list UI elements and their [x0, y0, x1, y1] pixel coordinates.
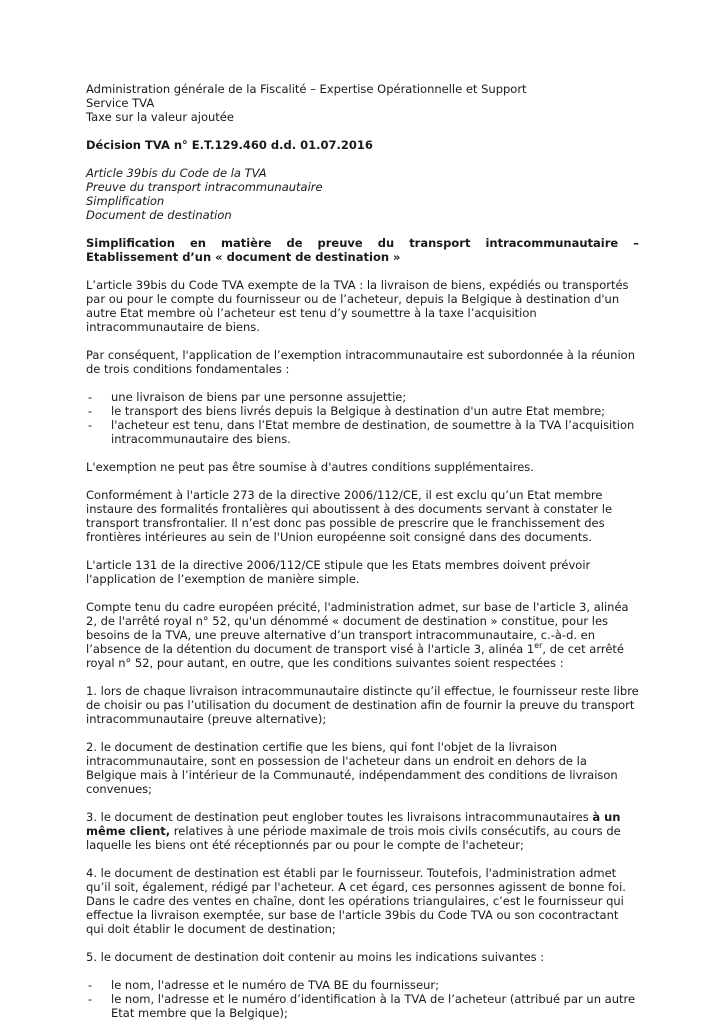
numbered-item: 2. le document de destination certifie que les biens, qui font l'objet de la livraison intracommunautaire, sont en possession de l'acheteur dans un endroit en dehors de la Belgique mais à l’intérieur de la Communauté, indépendamment des conditions de livraison convenues; — [86, 740, 618, 796]
keyword: Simplification — [86, 194, 165, 208]
emphasis-text: à un même client, — [86, 810, 621, 838]
keyword: Document de destination — [86, 208, 232, 222]
list-item: - l'acheteur est tenu, dans l’Etat membre de destination, de soumettre à la TVA l’acquisition intracommunautaire des biens. — [86, 418, 639, 446]
item-text: 3. le document de destination peut englober toutes les livraisons intracommunautaires — [86, 810, 593, 824]
keywords — [86, 166, 639, 222]
item-text: relatives à une période maximale de trois mois civils consécutifs, au cours de laquelle les biens ont été réceptionnés par ou pour le compte de l'acheteur; — [86, 824, 621, 852]
paragraph: L’article 39bis du Code TVA exempte de la TVA : la livraison de biens, expédiés ou transportés par ou pour le compte du fournisseur ou de l’acheteur, depuis la Belgique à destination d'un autre Etat membre où l’acheteur est tenu d’y soumettre à la taxe l’acquisition intracommunautaire de biens. — [86, 278, 629, 334]
paragraph: L'article 131 de la directive 2006/112/CE stipule que les Etats membres doivent prévoir l'application de l’exemption de manière simple. — [86, 558, 591, 586]
conditions-list — [86, 390, 639, 446]
superscript: er — [534, 641, 543, 651]
tax-line: Taxe sur la valeur ajoutée — [86, 110, 234, 124]
numbered-item: 5. le document de destination doit contenir au moins les indications suivantes : — [86, 950, 545, 964]
list-item: - le transport des biens livrés depuis la Belgique à destination d'un autre Etat membre; — [86, 404, 639, 418]
list-item: - une livraison de biens par une personne assujettie; — [86, 390, 639, 404]
paragraph-text: , de cet arrêté royal n° 52, pour autant, en outre, que les conditions suivantes soient respectées : — [86, 642, 625, 670]
decision-number: Décision TVA n° E.T.129.460 d.d. 01.07.2016 — [86, 138, 373, 152]
numbered-item: 1. lors de chaque livraison intracommunautaire distincte qu’il effectue, le fournisseur reste libre de choisir ou pas l’utilisation du document de destination afin de fournir la preuve du transport intracommunautaire (preuve alternative); — [86, 684, 639, 726]
numbered-item — [86, 810, 639, 852]
document-page — [86, 82, 639, 1034]
keyword: Article 39bis du Code de la TVA — [86, 166, 267, 180]
numbered-item: 4. le document de destination est établi par le fournisseur. Toutefois, l'administration admet qu’il soit, également, rédigé par l'acheteur. A cet égard, ces personnes agissent de bonne foi. Dans le cadre des ventes en chaîne, dont les opérations triangulaires, c’est le fournisseur qui effectue la livraison exemptée, sur base de l'article 39bis du Code TVA ou son cocontractant qui doit établir le document de destination; — [86, 866, 626, 936]
keyword: Preuve du transport intracommunautaire — [86, 180, 323, 194]
paragraph: L'exemption ne peut pas être soumise à d'autres conditions supplémentaires. — [86, 460, 534, 474]
issuer-header — [86, 82, 639, 124]
indications-list — [86, 978, 639, 1020]
service-line: Service TVA — [86, 96, 155, 110]
list-item: - le nom, l'adresse et le numéro d’identification à la TVA de l’acheteur (attribué par un autre Etat membre que la Belgique); — [86, 992, 639, 1020]
paragraph — [86, 600, 639, 670]
list-item: - le nom, l'adresse et le numéro de TVA BE du fournisseur; — [86, 978, 639, 992]
paragraph-text: Compte tenu du cadre européen précité, l'administration admet, sur base de l'article 3, alinéa 2, de l'arrêté royal n° 52, qu'un dénommé « document de destination » constitue, pour les besoins de la TVA, une preuve alternative d’un transport intracommunautaire, c.-à-d. en l’absence de la détention du document de transport visé à l'article 3, alinéa 1 — [86, 600, 629, 656]
document-title: Simplification en matière de preuve du transport intracommunautaire – Etablissement d’un « document de destination » — [86, 236, 639, 264]
paragraph: Par conséquent, l'application de l’exemption intracommunautaire est subordonnée à la réunion de trois conditions fondamentales : — [86, 348, 635, 376]
administration-line: Administration générale de la Fiscalité – Expertise Opérationnelle et Support — [86, 82, 527, 96]
paragraph: Conformément à l'article 273 de la directive 2006/112/CE, il est exclu qu’un Etat membre instaure des formalités frontalières qui aboutissent à des documents servant à constater le transport transfrontalier. Il n’est donc pas possible de prescrire que le franchissement des frontières intérieures au sein de l'Union européenne soit consigné dans des documents. — [86, 488, 613, 544]
